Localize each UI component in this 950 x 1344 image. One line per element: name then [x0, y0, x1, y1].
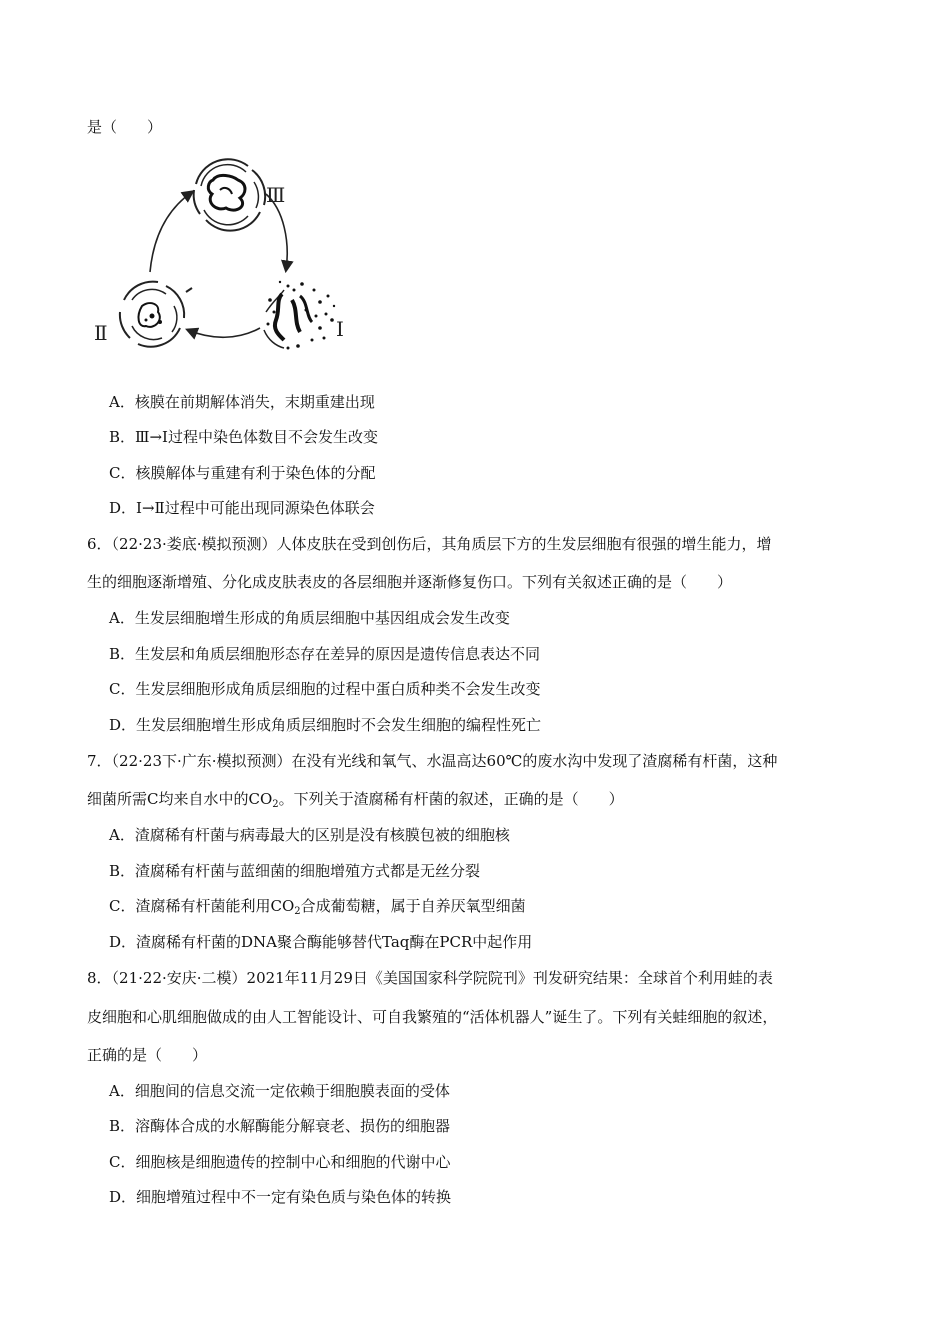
q6-stem-line2: 生的细胞逐渐增殖、分化成皮肤表皮的各层细胞并逐渐修复伤口。下列有关叙述正确的是（ ） [87, 573, 733, 591]
q5-option-d: D．Ⅰ→Ⅱ过程中可能出现同源染色体联会 [109, 499, 375, 517]
q7-option-b: B．渣腐稀有杆菌与蓝细菌的细胞增殖方式都是无丝分裂 [109, 862, 481, 880]
nuclear-envelope-cycle-diagram [88, 150, 358, 362]
q7-option-d: D．渣腐稀有杆菌的DNA聚合酶能够替代Taq酶在PCR中起作用 [109, 933, 533, 951]
q6-stem-line1: 6．（22·23·娄底·模拟预测）人体皮肤在受到创伤后，其角质层下方的生发层细胞有很强的增生能力，增 [87, 535, 772, 553]
label-i: Ⅰ [336, 317, 344, 341]
q5-option-b: B．Ⅲ→Ⅰ过程中染色体数目不会发生改变 [109, 428, 378, 446]
q8-option-c: C．细胞核是细胞遗传的控制中心和细胞的代谢中心 [109, 1153, 451, 1171]
cell-i-icon [264, 281, 335, 350]
arrow-i-to-ii [188, 328, 260, 337]
cell-ii-icon [120, 282, 192, 347]
label-ii: Ⅱ [94, 321, 108, 345]
q5-option-c: C．核膜解体与重建有利于染色体的分配 [109, 464, 376, 482]
q8-stem-line1: 8．（21·22·安庆·二模）2021年11月29日《美国国家科学院院刊》刊发研究结果：全球首个利用蛙的表 [87, 969, 773, 987]
q6-option-d: D．生发层细胞增生形成角质层细胞时不会发生细胞的编程性死亡 [109, 716, 542, 734]
q8-option-b: B．溶酶体合成的水解酶能分解衰老、损伤的细胞器 [109, 1117, 451, 1135]
q7-stem-line1: 7．（22·23下·广东·模拟预测）在没有光线和氧气、水温高达60℃的废水沟中发现了渣腐稀有杆菌，这种 [87, 752, 778, 770]
q5-stem-tail: 是（ ） [87, 118, 163, 136]
q8-option-d: D．细胞增殖过程中不一定有染色质与染色体的转换 [109, 1188, 452, 1206]
q7-stem-line2: 细菌所需C均来自水中的$CO_2$。下列关于渣腐稀有杆菌的叙述，正确的是（ ） [87, 790, 624, 810]
label-iii: Ⅲ [266, 183, 286, 207]
q6-option-a: A．生发层细胞增生形成的角质层细胞中基因组成会发生改变 [109, 609, 510, 627]
q8-option-a: A．细胞间的信息交流一定依赖于细胞膜表面的受体 [109, 1082, 450, 1100]
q8-stem-line2: 皮细胞和心肌细胞做成的由人工智能设计、可自我繁殖的“活体机器人”诞生了。下列有关蛙细胞的叙述， [87, 1008, 778, 1026]
cell-iii-icon [194, 159, 265, 230]
q6-option-c: C．生发层细胞形成角质层细胞的过程中蛋白质种类不会发生改变 [109, 680, 541, 698]
q5-option-a: A．核膜在前期解体消失，末期重建出现 [109, 393, 375, 411]
q6-option-b: B．生发层和角质层细胞形态存在差异的原因是遗传信息表达不同 [109, 645, 541, 663]
q8-stem-line3: 正确的是（ ） [87, 1046, 208, 1064]
q7-option-c: C．渣腐稀有杆菌能利用$CO_2$合成葡萄糖，属于自养厌氧型细菌 [109, 897, 526, 917]
arrow-ii-to-iii [150, 192, 192, 272]
q7-option-a: A．渣腐稀有杆菌与病毒最大的区别是没有核膜包被的细胞核 [109, 826, 510, 844]
